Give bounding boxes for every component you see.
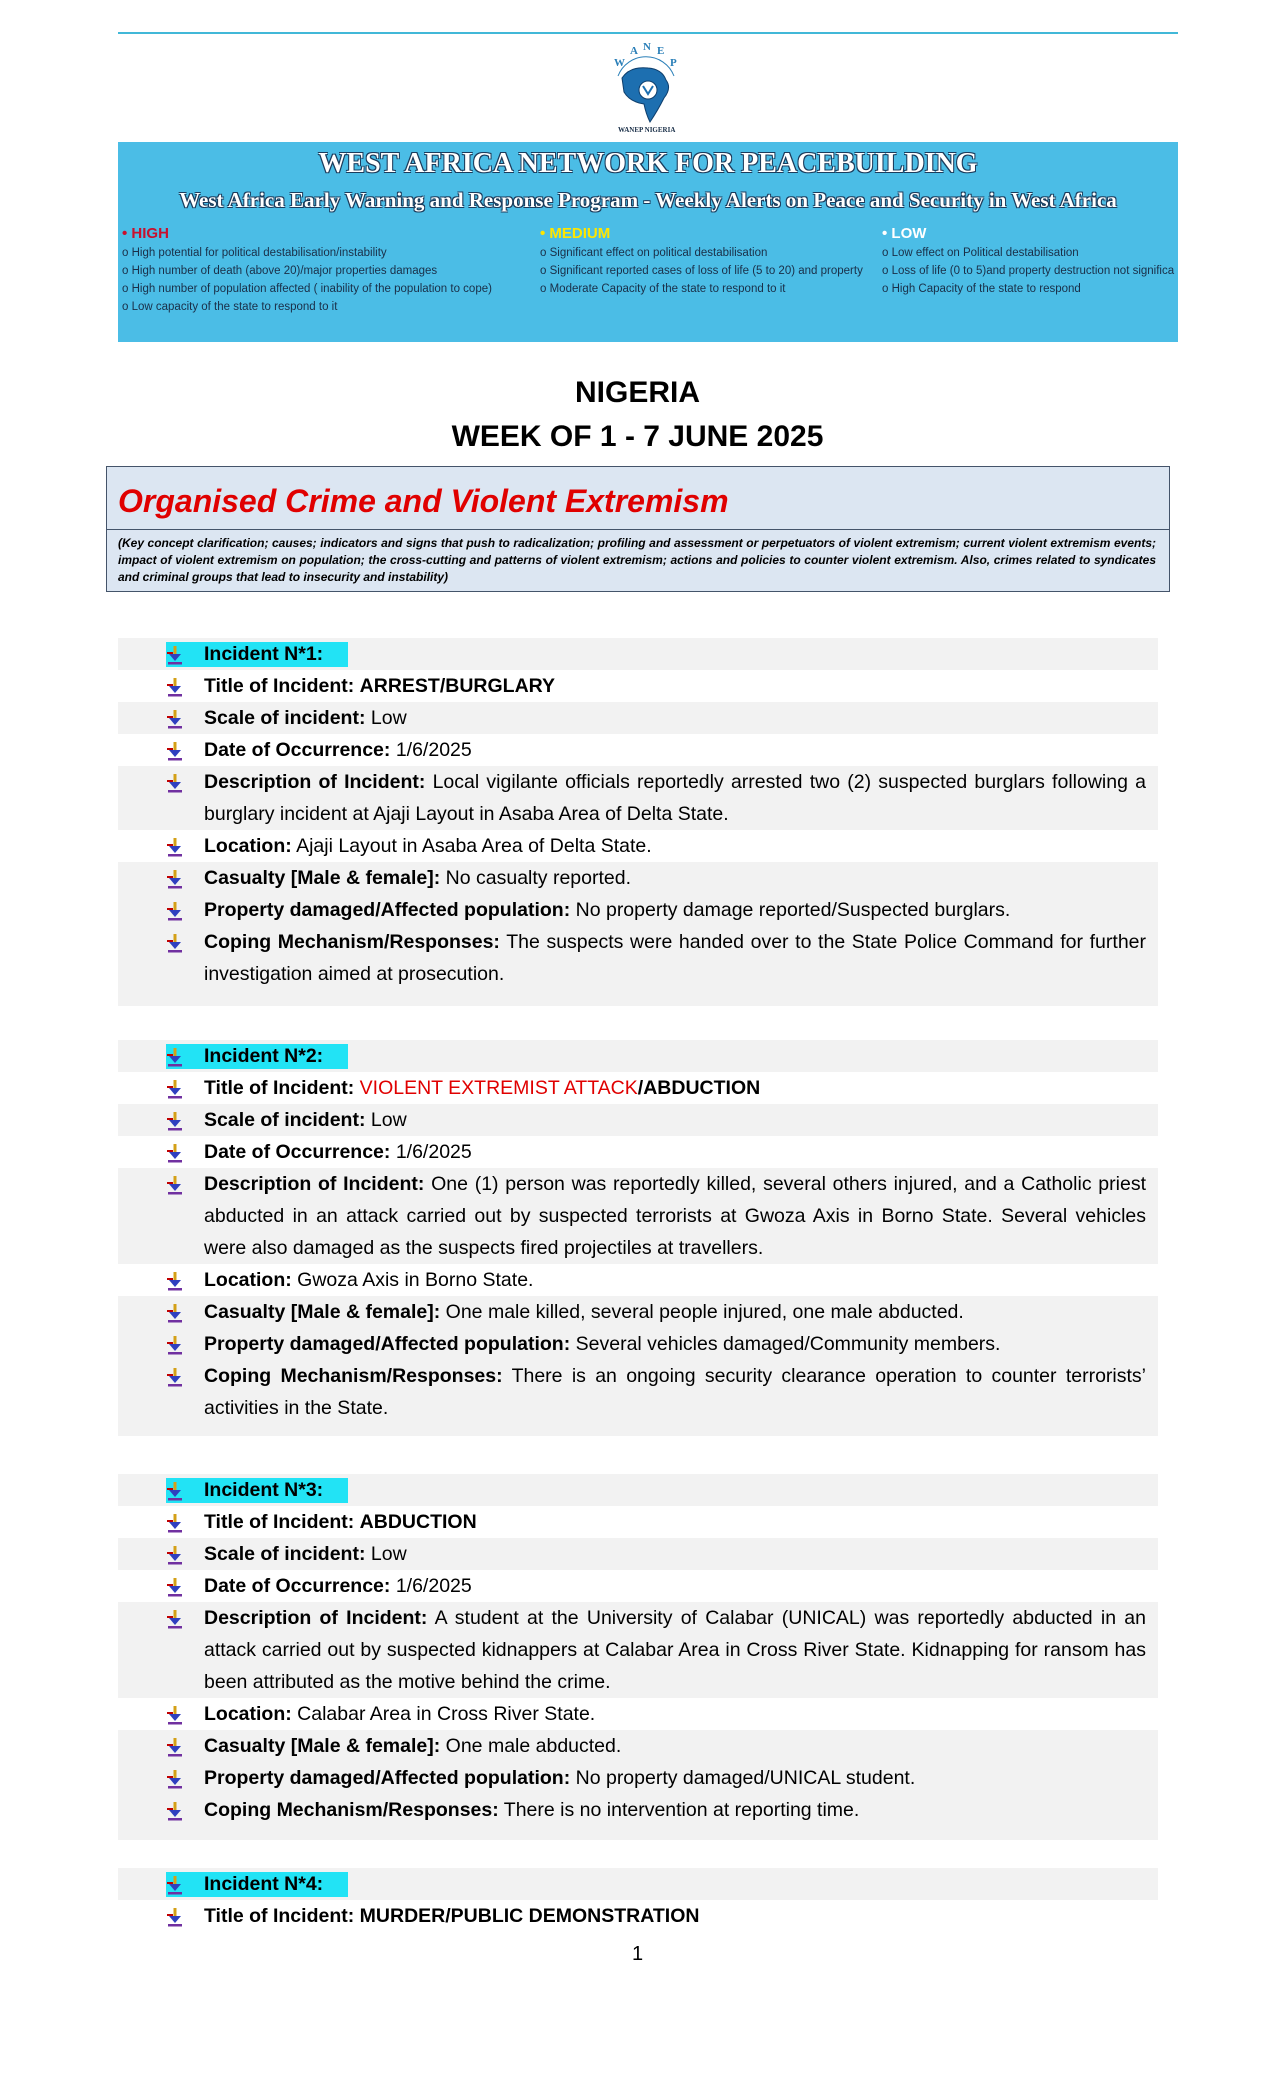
svg-text:A: A — [630, 45, 638, 57]
field-label: Casualty [Male & female]: — [204, 867, 441, 889]
field-label: Property damaged/Affected population: — [204, 1767, 571, 1789]
incident-heading — [118, 1474, 1158, 1506]
incident-date-value: 1/6/2025 — [395, 739, 472, 761]
incident-scale-value: Low — [370, 707, 407, 729]
legend-low — [882, 224, 1178, 298]
arrow-down-bullet-icon — [166, 1545, 184, 1565]
field-label: Location: — [204, 1269, 292, 1291]
svg-text:WANEP NIGERIA: WANEP NIGERIA — [618, 126, 676, 134]
field-label: Title of Incident: — [204, 1511, 355, 1533]
svg-text:N: N — [643, 41, 651, 53]
incident-scale-row — [118, 702, 1158, 734]
field-label: Scale of incident: — [204, 1109, 366, 1131]
incident-description-row — [118, 766, 1158, 830]
arrow-down-bullet-icon — [166, 1907, 184, 1927]
incident-casualty-value: No casualty reported. — [445, 867, 632, 889]
legend-item: o High potential for political destabilisation/instability — [122, 247, 387, 259]
field-label: Coping Mechanism/Responses: — [204, 1365, 503, 1387]
arrow-down-bullet-icon — [166, 901, 184, 921]
incident-date-row — [118, 1136, 1158, 1168]
arrow-down-bullet-icon — [166, 1367, 184, 1387]
incident-location-row — [118, 1698, 1158, 1730]
field-label: Title of Incident: — [204, 1905, 355, 1927]
legend-item: o High number of population affected ( inability of the population to cope) — [122, 283, 492, 295]
incident-description-value: Local vigilante officials reportedly arrested two (2) suspected burglars following a burglary incident at Ajaji Layout in Asaba Area of Delta State. — [204, 771, 1146, 825]
section-divider — [107, 529, 1169, 530]
legend-medium-title: • MEDIUM — [540, 225, 611, 242]
incident-coping-row — [118, 1794, 1158, 1840]
incident-location-value: Calabar Area in Cross River State. — [297, 1703, 596, 1725]
arrow-down-bullet-icon — [166, 741, 184, 761]
banner-logo-area — [118, 34, 1178, 140]
organization-name: WEST AFRICA NETWORK FOR PEACEBUILDING — [318, 148, 978, 179]
arrow-down-bullet-icon — [166, 677, 184, 697]
incident-scale-value: Low — [370, 1109, 407, 1131]
incident-date-value: 1/6/2025 — [395, 1575, 472, 1597]
incident-title-row — [118, 1506, 1158, 1538]
arrow-down-bullet-icon — [166, 1111, 184, 1131]
arrow-down-bullet-icon — [166, 1705, 184, 1725]
incident-location-row — [118, 830, 1158, 862]
arrow-down-bullet-icon — [166, 1079, 184, 1099]
incident-title-value: MURDER/PUBLIC DEMONSTRATION — [359, 1905, 700, 1927]
incident-coping-value: There is no intervention at reporting time. — [503, 1799, 860, 1821]
section-box — [106, 466, 1170, 592]
incident-coping-row — [118, 926, 1158, 1006]
field-label: Date of Occurrence: — [204, 739, 391, 761]
field-label: Location: — [204, 1703, 292, 1725]
program-name: West Africa Early Warning and Response Program - Weekly Alerts on Peace and Security in West Africa — [179, 188, 1117, 212]
legend-item: o Significant effect on political destabilisation — [540, 247, 768, 259]
field-label: Property damaged/Affected population: — [204, 1333, 571, 1355]
arrow-down-bullet-icon — [166, 709, 184, 729]
incident-4 — [118, 1868, 1158, 1932]
incident-property-value: No property damaged/UNICAL student. — [575, 1767, 916, 1789]
incident-location-value: Ajaji Layout in Asaba Area of Delta State. — [296, 835, 652, 857]
incident-scale-value: Low — [370, 1543, 407, 1565]
legend-low-title: • LOW — [882, 225, 927, 242]
legend-item: o Loss of life (0 to 5)and property destruction not significa — [882, 265, 1175, 277]
incident-date-value: 1/6/2025 — [395, 1141, 472, 1163]
incident-date-row — [118, 1570, 1158, 1602]
legend-medium — [540, 224, 880, 298]
wanep-logo — [600, 36, 692, 136]
legend-item: o Moderate Capacity of the state to respond to it — [540, 283, 786, 295]
incident-property-row — [118, 1762, 1158, 1794]
arrow-down-bullet-icon — [166, 1801, 184, 1821]
week-title: WEEK OF 1 - 7 JUNE 2025 — [451, 420, 824, 453]
wanep-banner — [118, 32, 1178, 342]
svg-text:W: W — [614, 57, 625, 69]
incident-casualty-row — [118, 862, 1158, 894]
incident-date-row — [118, 734, 1158, 766]
legend-item: o Significant reported cases of loss of life (5 to 20) and property — [540, 265, 863, 277]
incident-heading-text: Incident N*2: — [204, 1045, 324, 1067]
incident-property-row — [118, 1328, 1158, 1360]
field-label: Property damaged/Affected population: — [204, 899, 571, 921]
country-title: NIGERIA — [574, 376, 700, 409]
arrow-down-bullet-icon — [166, 1481, 184, 1501]
incident-description-row — [118, 1168, 1158, 1264]
arrow-down-bullet-icon — [166, 645, 184, 665]
incident-property-row — [118, 894, 1158, 926]
field-label: Description of Incident: — [204, 1607, 428, 1629]
page-number: 1 — [631, 1943, 644, 1965]
incident-heading — [118, 1040, 1158, 1072]
arrow-down-bullet-icon — [166, 1737, 184, 1757]
arrow-down-bullet-icon — [166, 1577, 184, 1597]
arrow-down-bullet-icon — [166, 1875, 184, 1895]
arrow-down-bullet-icon — [166, 1143, 184, 1163]
svg-text:P: P — [670, 57, 677, 69]
incident-heading — [118, 638, 1158, 670]
incident-description-row — [118, 1602, 1158, 1698]
incident-location-value: Gwoza Axis in Borno State. — [297, 1269, 534, 1291]
arrow-down-bullet-icon — [166, 1609, 184, 1629]
incident-heading-text: Incident N*4: — [204, 1873, 324, 1895]
incident-title-row — [118, 1072, 1158, 1104]
arrow-down-bullet-icon — [166, 1175, 184, 1195]
field-label: Title of Incident: — [204, 675, 355, 697]
incident-scale-row — [118, 1538, 1158, 1570]
field-label: Coping Mechanism/Responses: — [204, 1799, 499, 1821]
field-label: Date of Occurrence: — [204, 1575, 391, 1597]
incident-title-value-highlight: VIOLENT EXTREMIST ATTACK — [359, 1077, 638, 1099]
field-label: Casualty [Male & female]: — [204, 1735, 441, 1757]
arrow-down-bullet-icon — [166, 1047, 184, 1067]
incident-title-row — [118, 1900, 1158, 1932]
incident-property-value: No property damage reported/Suspected burglars. — [575, 899, 1011, 921]
legend-high — [122, 224, 532, 316]
legend-item: o High number of death (above 20)/major properties damages — [122, 265, 438, 277]
svg-text:E: E — [657, 45, 665, 57]
incident-1 — [118, 638, 1158, 1006]
banner-info-panel — [118, 142, 1178, 342]
arrow-down-bullet-icon — [166, 773, 184, 793]
legend-item: o High Capacity of the state to respond — [882, 283, 1081, 295]
arrow-down-bullet-icon — [166, 1303, 184, 1323]
incident-2 — [118, 1040, 1158, 1436]
incident-title-value: /ABDUCTION — [637, 1077, 761, 1099]
legend-high-title: • HIGH — [122, 225, 169, 242]
incident-property-value: Several vehicles damaged/Community members. — [575, 1333, 1001, 1355]
incident-coping-value: The suspects were handed over to the State Police Command for further investigation aimed at prosecution. — [204, 931, 1147, 985]
arrow-down-bullet-icon — [166, 1513, 184, 1533]
incident-coping-row — [118, 1360, 1158, 1436]
incident-heading-text: Incident N*1: — [204, 643, 324, 665]
field-label: Scale of incident: — [204, 1543, 366, 1565]
incident-title-row — [118, 670, 1158, 702]
section-title: Organised Crime and Violent Extremism — [118, 483, 729, 519]
incident-title-value: ABDUCTION — [359, 1511, 477, 1533]
arrow-down-bullet-icon — [166, 1335, 184, 1355]
incident-casualty-row — [118, 1730, 1158, 1762]
section-description: (Key concept clarification; causes; indicators and signs that push to radicalization; profiling and assessment or perpetuators of violent extremism; current violent extremism events; impact of violent extremism on population; the cross-cutting and patterns of violent extremism; actions and policies to counter violent extremism. Also, crimes related to syndicates and criminal groups that lead to insecurity and instability) — [118, 536, 1156, 584]
field-label: Description of Incident: — [204, 771, 426, 793]
field-label: Title of Incident: — [204, 1077, 355, 1099]
incident-casualty-value: One male abducted. — [445, 1735, 622, 1757]
incident-description-value: One (1) person was reportedly killed, several others injured, and a Catholic priest abducted in an attack carried out by suspected terrorists at Gwoza Axis in Borno State. Several vehicles were also damaged as the suspects fired projectiles at travellers. — [204, 1173, 1146, 1259]
incident-casualty-value: One male killed, several people injured, one male abducted. — [445, 1301, 964, 1323]
arrow-down-bullet-icon — [166, 1769, 184, 1789]
legend-item: o Low capacity of the state to respond to it — [122, 301, 338, 313]
field-label: Coping Mechanism/Responses: — [204, 931, 500, 953]
arrow-down-bullet-icon — [166, 837, 184, 857]
incident-description-value: A student at the University of Calabar (UNICAL) was reportedly abducted in an attack carried out by suspected kidnappers at Calabar Area in Cross River State. Kidnapping for ransom has been attributed as the motive behind the crime. — [204, 1607, 1146, 1693]
arrow-down-bullet-icon — [166, 933, 184, 953]
field-label: Casualty [Male & female]: — [204, 1301, 441, 1323]
incident-casualty-row — [118, 1296, 1158, 1328]
incident-scale-row — [118, 1104, 1158, 1136]
incident-location-row — [118, 1264, 1158, 1296]
incident-title-value: ARREST/BURGLARY — [359, 675, 556, 697]
field-label: Scale of incident: — [204, 707, 366, 729]
arrow-down-bullet-icon — [166, 1271, 184, 1291]
incident-3 — [118, 1474, 1158, 1840]
field-label: Description of Incident: — [204, 1173, 425, 1195]
arrow-down-bullet-icon — [166, 869, 184, 889]
incident-heading-text: Incident N*3: — [204, 1479, 324, 1501]
legend-item: o Low effect on Political destabilisation — [882, 247, 1079, 259]
field-label: Location: — [204, 835, 292, 857]
incident-coping-value: There is an ongoing security clearance operation to counter terrorists’ activities in the State. — [204, 1365, 1146, 1419]
incident-heading — [118, 1868, 1158, 1900]
field-label: Date of Occurrence: — [204, 1141, 391, 1163]
